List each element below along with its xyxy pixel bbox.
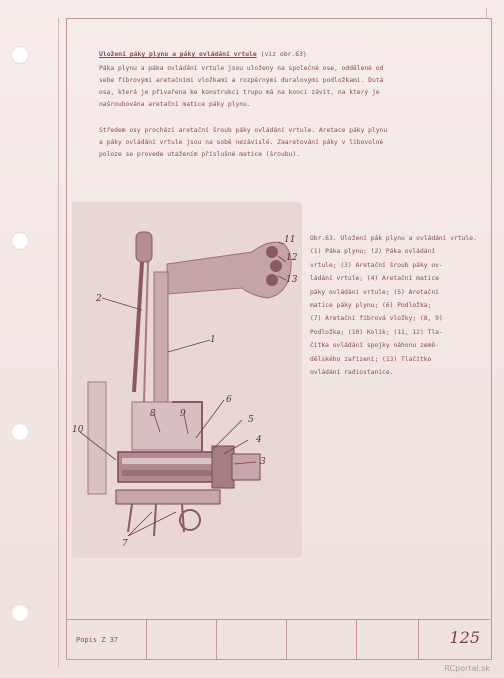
throttle-lever-photo — [72, 202, 302, 558]
punch-hole — [11, 232, 29, 250]
callout-label: 2 — [96, 294, 102, 304]
callout-label: 3 — [260, 457, 266, 467]
heading-title: Uložení páky plynu a páky ovládání vrtule — [99, 50, 257, 58]
paragraph-line: a páky ovládání vrtule jsou na sobě nezávislé. Zaaretování páky v libovolné — [99, 139, 384, 146]
callout-label: 7 — [122, 539, 128, 549]
mechanism-drawing — [72, 202, 302, 558]
title-block-cell — [66, 620, 147, 659]
paragraph-line: osa, která je přivařena ke konstrukci trupu má na konci závit, na který je — [99, 89, 380, 96]
callout-label: 4 — [256, 435, 262, 445]
page-number: 125 — [449, 628, 480, 647]
caption-line: ládání vrtule; (4) Aretační matice — [310, 275, 439, 283]
title-block-cell — [216, 620, 287, 659]
caption-line: dělského zařízení; (13) Tlačítko — [310, 355, 432, 363]
caption-line: páky ovládání vrtule; (5) Aretační — [310, 288, 439, 296]
paragraph-line: sebe fíbrovými aretačními vložkami a rozpěrnými duralovými podložkami. Dutá — [99, 77, 384, 84]
document-code: Popis Z 37 — [76, 636, 119, 644]
paragraph-line: našroubována aretační matice páky plynu. — [99, 101, 251, 108]
margin-line — [58, 18, 59, 668]
callout-label: 12 — [286, 253, 298, 263]
caption-title: Obr.63. Uložení pák plynu a ovládání vrtule. — [310, 235, 477, 242]
caption-line: čítka ovládání spojky náhonu země- — [310, 342, 439, 350]
callout-label: 9 — [180, 409, 186, 419]
title-block-cell — [356, 620, 419, 659]
caption-line: Podložka; (10) Kolík; (11, 12) Tla- — [310, 328, 443, 336]
title-block — [66, 619, 490, 659]
paragraph-line: Středem osy prochází aretační šroub páky ovládání vrtule. Aretace páky plynu — [99, 127, 388, 134]
punch-hole — [11, 423, 29, 441]
caption-line: (7) Aretační fíbrová vložky; (8, 9) — [310, 315, 443, 323]
callout-label: 5 — [248, 415, 254, 425]
punch-hole — [11, 46, 29, 64]
callout-label: 6 — [226, 395, 232, 405]
paragraph-line: poloze se provede utažením příslušné matice (šroubu). — [99, 151, 300, 158]
callout-label: 1 — [210, 335, 216, 345]
callout-label: 10 — [72, 425, 84, 435]
title-block-cell — [418, 620, 490, 659]
section-heading — [99, 48, 479, 60]
caption-line: ovládání radiostanice. — [310, 369, 394, 377]
figure-caption — [310, 232, 486, 379]
caption-line: matice páky plynu; (6) Podložka; — [310, 302, 432, 310]
callout-label: 11 — [284, 235, 296, 245]
title-block-cell — [146, 620, 217, 659]
punch-hole — [11, 604, 29, 622]
watermark: RCportal.sk — [444, 664, 490, 673]
paragraph-2 — [99, 125, 481, 161]
corner-mark — [486, 8, 493, 18]
caption-line: (1) Páka plynu; (2) Páka ovládání — [310, 248, 436, 256]
title-block-cell — [286, 620, 357, 659]
heading-figure-ref: (viz obr.63) — [260, 50, 307, 58]
paragraph-1 — [99, 63, 481, 111]
caption-line: vrtule; (3) Aretační šroub páky ov- — [310, 261, 443, 269]
callout-label: 8 — [150, 409, 156, 419]
callout-label: 13 — [286, 275, 298, 285]
paragraph-line: Páka plynu a páka ovládání vrtule jsou uloženy na společné ose, oddělené od — [99, 65, 384, 72]
